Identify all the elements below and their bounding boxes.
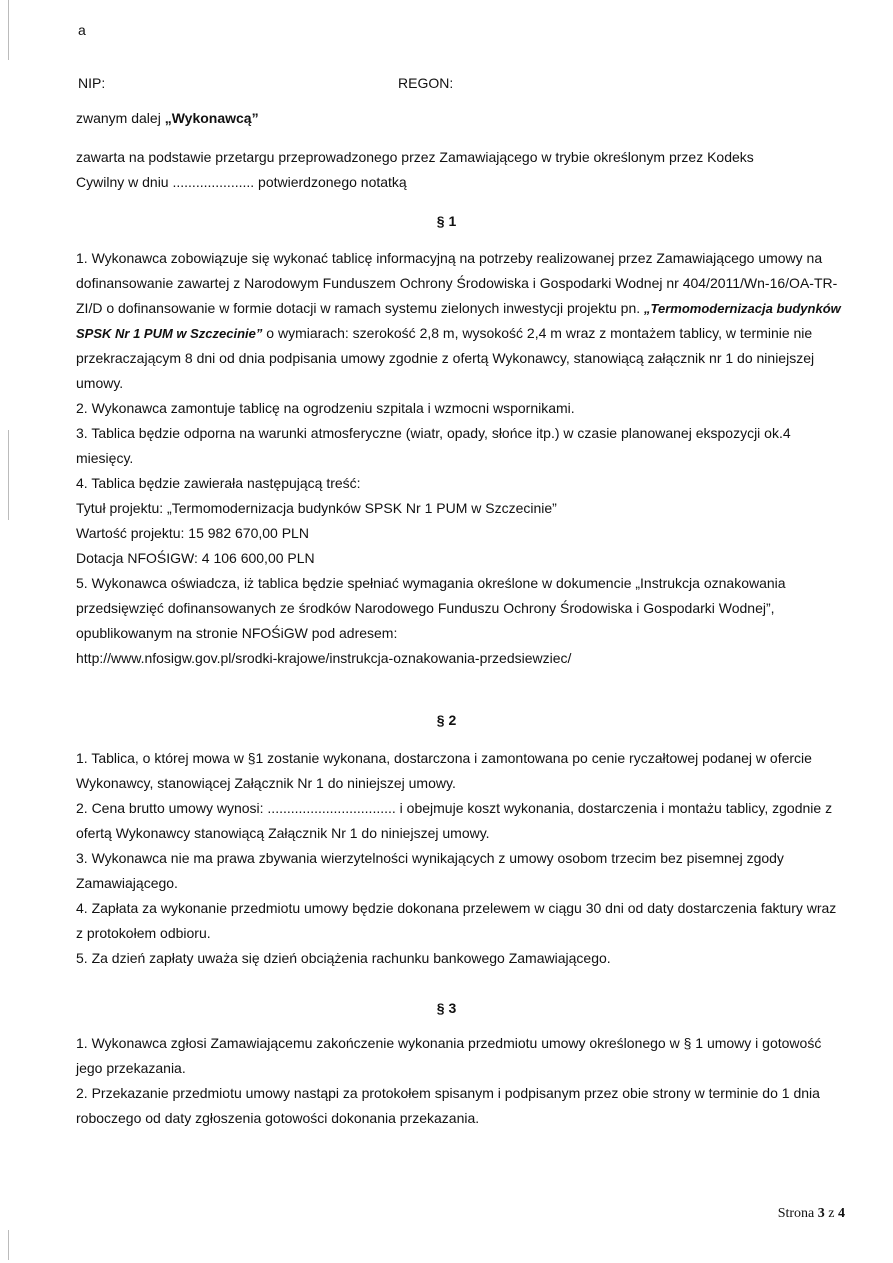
- page-sep: z: [824, 1206, 838, 1221]
- s1-paragraph-2: 2. Wykonawca zamontuje tablicę na ogrodzeniu szpitala i wzmocni wspornikami.: [76, 400, 575, 416]
- s1-project-value-line: Wartość projektu: 15 982 670,00 PLN: [76, 525, 309, 541]
- basis-line-2: Cywilny w dniu ..................... potwierdzonego notatką: [76, 174, 407, 190]
- section-1-body: [76, 246, 846, 671]
- scan-margin-mark: [8, 0, 9, 60]
- scan-margin-mark: [8, 430, 9, 520]
- project-title: „Termomodernizacja budynków SPSK Nr 1 PUM w Szczecinie”: [76, 301, 841, 341]
- s1-p1-rest: o wymiarach: szerokość 2,8 m, wysokość 2,4 m wraz z montażem tablicy, w terminie nie przekraczającym 8 dni od dnia podpisania umowy zgodnie z ofertą Wykonawcy, stanowiącą załącznik nr 1 do niniejszej umowy.: [76, 325, 815, 391]
- contract-basis: [76, 145, 846, 195]
- s1-paragraph-1: [76, 246, 846, 396]
- section-2-heading: § 2: [436, 712, 457, 728]
- section-3-body: [76, 1031, 846, 1131]
- s1-url: http://www.nfosigw.gov.pl/srodki-krajowe/instrukcja-oznakowania-przedsiewziec/: [76, 650, 572, 666]
- s1-paragraph-3: 3. Tablica będzie odporna na warunki atmosferyczne (wiatr, opady, słońce itp.) w czasie planowanej ekspozycji ok.4 miesięcy.: [76, 425, 791, 466]
- s3-paragraph-1: 1. Wykonawca zgłosi Zamawiającemu zakończenie wykonania przedmiotu umowy określonego w § 1 umowy i gotowość jego przekazania.: [76, 1035, 822, 1076]
- s1-paragraph-5: 5. Wykonawca oświadcza, iż tablica będzie spełniać wymagania określone w dokumencie „Instrukcja oznakowania przedsięwzięć dofinansowanych ze środków Narodowego Funduszu Ochrony Środowiska i Gospodarki Wodnej”, opublikowanym na stronie NFOŚiGW pod adresem:: [76, 575, 786, 641]
- s1-paragraph-4: 4. Tablica będzie zawierała następującą treść:: [76, 475, 361, 491]
- called-prefix: zwanym dalej: [76, 110, 165, 126]
- scan-margin-mark: [8, 1230, 9, 1260]
- section-3-heading: § 3: [436, 1000, 457, 1016]
- s3-paragraph-2: 2. Przekazanie przedmiotu umowy nastąpi za protokołem spisanym i podpisanym przez obie strony w terminie do 1 dnia roboczego od daty zgłoszenia gotowości dokonania przekazania.: [76, 1085, 820, 1126]
- s1-project-title-line: Tytuł projektu: „Termomodernizacja budynków SPSK Nr 1 PUM w Szczecinie”: [76, 500, 557, 516]
- contractor-designation: [76, 106, 846, 131]
- s2-paragraph-2: 2. Cena brutto umowy wynosi: ................................. i obejmuje koszt wykonania, dostarczenia i montażu tablicy, zgodnie z ofertą Wykonawcy stanowiącą Załącznik Nr 1 do niniejszej umowy.: [76, 800, 833, 841]
- nip-label: NIP:: [78, 75, 106, 91]
- s2-paragraph-4: 4. Zapłata za wykonanie przedmiotu umowy będzie dokonana przelewem w ciągu 30 dni od daty dostarczenia faktury wraz z protokołem odbioru.: [76, 900, 837, 941]
- page-number: [778, 1206, 845, 1222]
- section-2-body: [76, 746, 846, 971]
- identifier-row: [78, 75, 858, 95]
- section-1-heading: § 1: [436, 213, 457, 229]
- basis-line-1: zawarta na podstawie przetargu przeprowadzonego przez Zamawiającego w trybie określonym przez Kodeks: [76, 149, 754, 165]
- s1-grant-line: Dotacja NFOŚIGW: 4 106 600,00 PLN: [76, 550, 315, 566]
- s2-paragraph-3: 3. Wykonawca nie ma prawa zbywania wierzytelności wynikających z umowy osobom trzecim bez pisemnej zgody Zamawiającego.: [76, 850, 784, 891]
- contractor-name: „Wykonawcą”: [164, 110, 259, 126]
- page-current: 3: [817, 1206, 825, 1221]
- s2-paragraph-1: 1. Tablica, o której mowa w §1 zostanie wykonana, dostarczona i zamontowana po cenie ryczałtowej podanej w ofercie Wykonawcy, stanowiącej Załącznik Nr 1 do niniejszej umowy.: [76, 750, 812, 791]
- regon-label: REGON:: [398, 75, 454, 91]
- page-prefix: Strona: [777, 1206, 818, 1221]
- page-total: 4: [838, 1206, 845, 1221]
- s2-paragraph-5: 5. Za dzień zapłaty uważa się dzień obciążenia rachunku bankowego Zamawiającego.: [76, 950, 611, 966]
- s1-p1-text: 1. Wykonawca zobowiązuje się wykonać tablicę informacyjną na potrzeby realizowanej przez Zamawiającego umowy na dofinansowanie zawartej z Narodowym Funduszem Ochrony Środowiska i Gospodarki Wodnej nr 404/2011/Wn-16/OA-TR-ZI/D o dofinansowanie w formie dotacji w ramach systemu zielonych inwestycji projektu pn.: [76, 250, 838, 316]
- section-letter: a: [78, 22, 86, 38]
